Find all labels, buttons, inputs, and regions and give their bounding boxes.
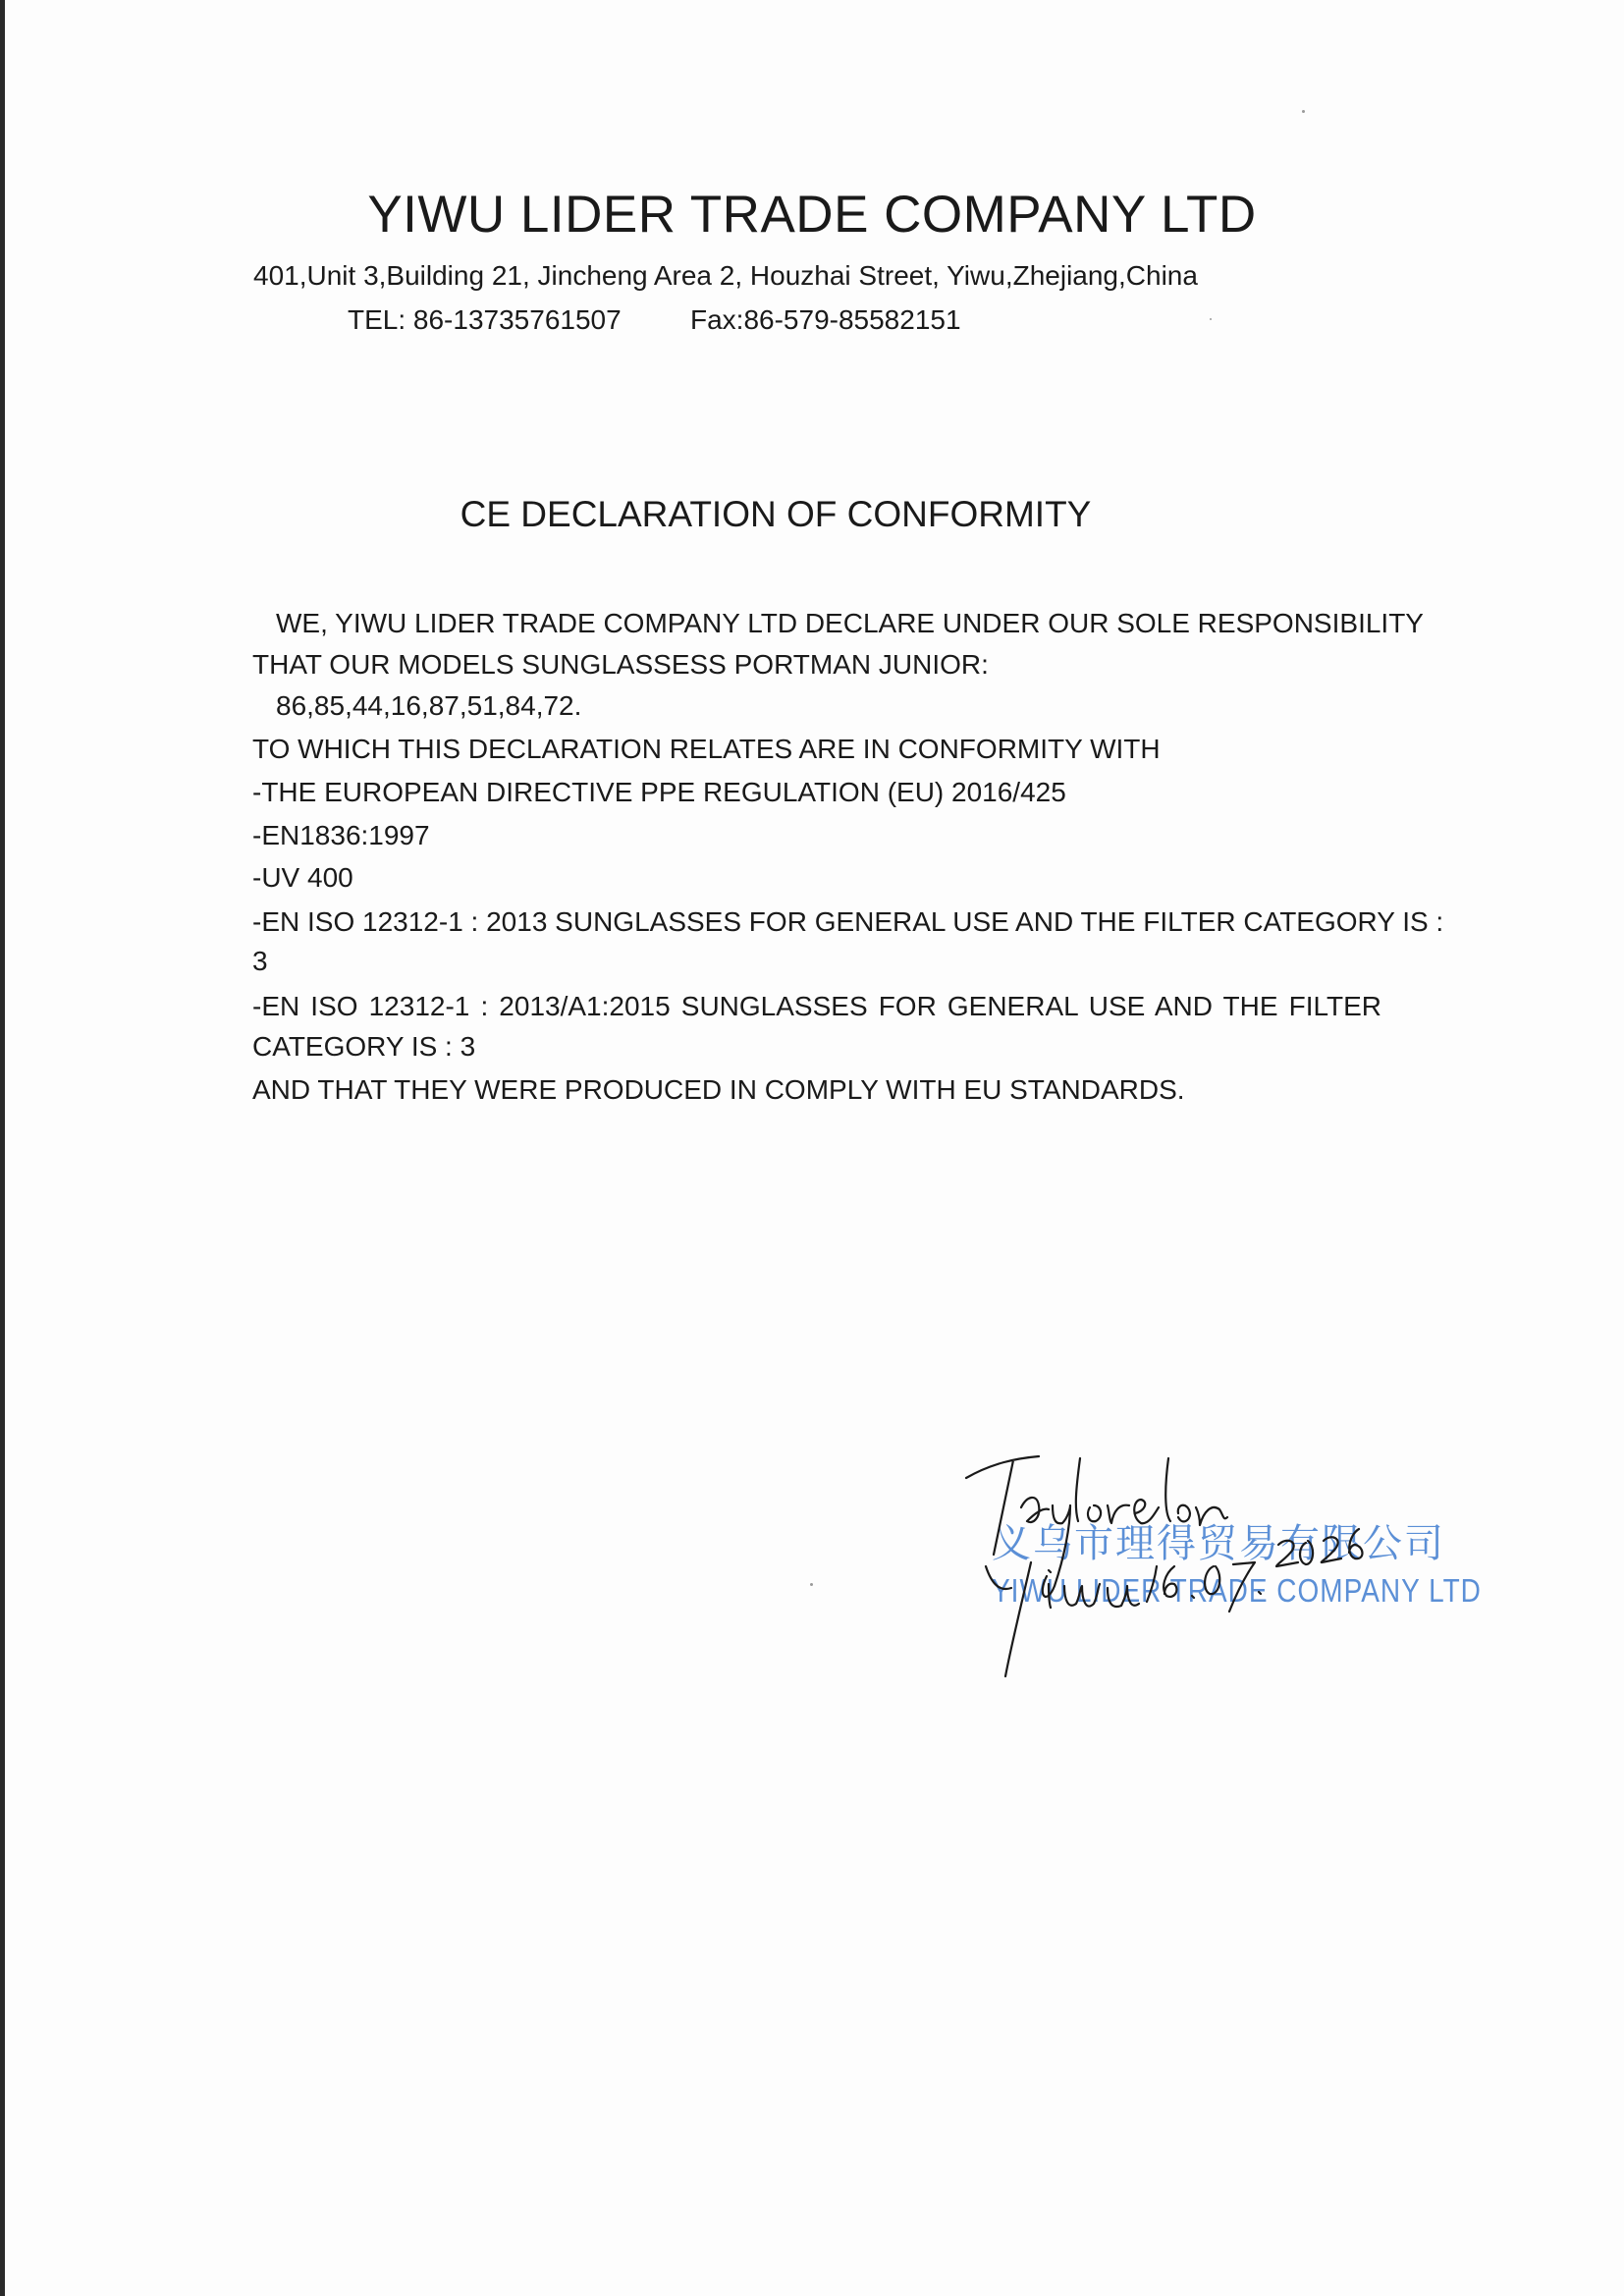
scan-edge-shadow: [0, 0, 5, 2296]
company-address: 401,Unit 3,Building 21, Jincheng Area 2, Houzhai Street, Yiwu,Zhejiang,China: [253, 260, 1198, 291]
company-telephone: TEL: 86-13735761507: [348, 304, 622, 335]
document-title: CE DECLARATION OF CONFORMITY: [460, 494, 1092, 534]
company-fax: Fax:86-579-85582151: [690, 304, 961, 335]
handwritten-signature: [943, 1419, 1434, 1694]
model-numbers-line: 86,85,44,16,87,51,84,72.: [276, 690, 582, 721]
standard-line: -EN ISO 12312-1 : 2013 SUNGLASSES FOR GENERAL USE AND THE FILTER CATEGORY IS :: [252, 906, 1444, 937]
stamp-english-name: YIWU LIDER TRADE COMPANY LTD: [992, 1572, 1482, 1610]
standard-line: -UV 400: [252, 862, 353, 893]
declaration-line: THAT OUR MODELS SUNGLASSESS PORTMAN JUNIOR:: [252, 649, 989, 680]
closing-statement: AND THAT THEY WERE PRODUCED IN COMPLY WITH EU STANDARDS.: [252, 1074, 1185, 1105]
standard-line: -EN1836:1997: [252, 820, 430, 850]
signature-place-stroke: [986, 1562, 1139, 1676]
declaration-line: WE, YIWU LIDER TRADE COMPANY LTD DECLARE UNDER OUR SOLE RESPONSIBILITY: [276, 608, 1424, 638]
company-name: YIWU LIDER TRADE COMPANY LTD: [367, 186, 1257, 244]
stamp-chinese-name: 义乌市理得贸易有限公司: [992, 1521, 1445, 1566]
declaration-line: TO WHICH THIS DECLARATION RELATES ARE IN CONFORMITY WITH: [252, 734, 1161, 764]
standard-line: -THE EUROPEAN DIRECTIVE PPE REGULATION (EU) 2016/425: [252, 777, 1066, 807]
standard-line-continuation: 3: [252, 946, 268, 976]
standard-line: -EN ISO 12312-1 : 2013/A1:2015 SUNGLASSES FOR GENERAL USE AND THE FILTER: [252, 991, 1381, 1021]
scan-speck: [1302, 110, 1305, 113]
standard-line-continuation: CATEGORY IS : 3: [252, 1031, 476, 1062]
scan-speck: [1210, 318, 1212, 320]
scan-speck: [810, 1583, 813, 1586]
signature-name-stroke: [966, 1456, 1227, 1597]
signature-date-stroke: [1147, 1529, 1363, 1612]
